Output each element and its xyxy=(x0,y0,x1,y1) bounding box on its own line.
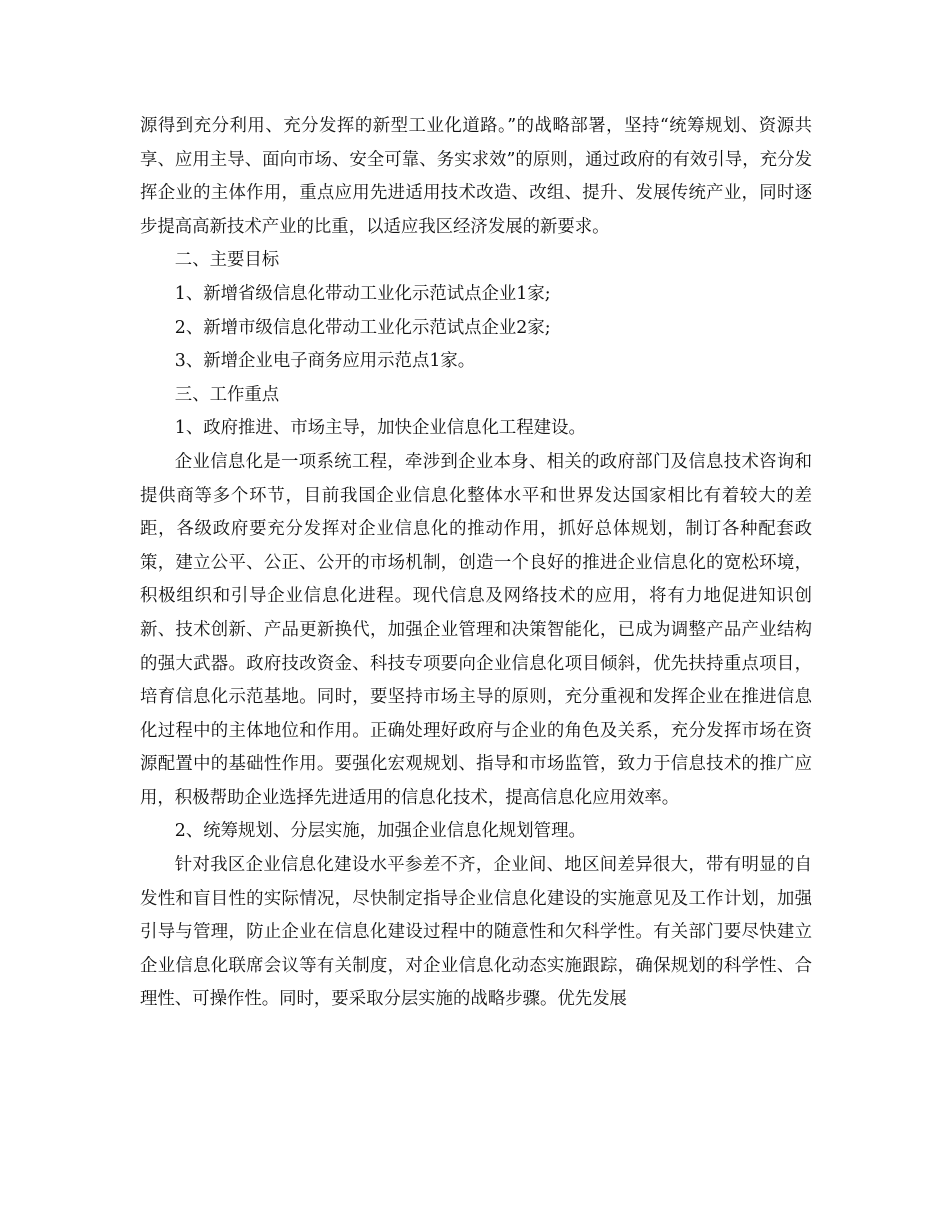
goal-item-2: 2、新增市级信息化带动工业化示范试点企业2家; xyxy=(174,317,551,338)
goal-item-1: 1、新增省级信息化带动工业化示范试点企业1家; xyxy=(174,283,551,304)
section-heading-work-focus: 三、工作重点 xyxy=(174,384,280,405)
paragraph-continued-intro: 源得到充分利用、充分发挥的新型工业化道路。”的战略部署，坚持“统筹规划、资源共享、应用主导、面向市场、安全可靠、务实求效”的原则，通过政府的有效引导，充分发挥企业的主体作用，重点应用先进适用技术改造、改组、提升、发展传统产业，同时逐步提高高新技术产业的比重，以适应我区经济发展的新要求。 xyxy=(140,116,812,237)
subheading-focus-2: 2、统筹规划、分层实施，加强企业信息化规划管理。 xyxy=(174,821,586,842)
section-heading-main-goals: 二、主要目标 xyxy=(174,250,280,271)
goal-item-3: 3、新增企业电子商务应用示范点1家。 xyxy=(174,351,476,372)
paragraph-focus-2-body: 针对我区企业信息化建设水平参差不齐，企业间、地区间差异很大，带有明显的自发性和盲目性的实际情况，尽快制定指导企业信息化建设的实施意见及工作计划，加强引导与管理，防止企业在信息化建设过程中的随意性和欠科学性。有关部门要尽快建立企业信息化联席会议等有关制度，对企业信息化动态实施跟踪，确保规划的科学性、合理性、可操作性。同时，要采取分层实施的战略步骤。优先发展 xyxy=(140,855,812,1010)
document-body xyxy=(140,110,812,1017)
paragraph-focus-1-body: 企业信息化是一项系统工程，牵涉到企业本身、相关的政府部门及信息技术咨询和提供商等多个环节，目前我国企业信息化整体水平和世界发达国家相比有着较大的差距，各级政府要充分发挥对企业信息化的推动作用，抓好总体规划，制订各种配套政策，建立公平、公正、公开的市场机制，创造一个良好的推进企业信息化的宽松环境，积极组织和引导企业信息化进程。现代信息及网络技术的应用，将有力地促进知识创新、技术创新、产品更新换代，加强企业管理和决策智能化，已成为调整产品产业结构的强大武器。政府技改资金、科技专项要向企业信息化项目倾斜，优先扶持重点项目，培育信息化示范基地。同时，要坚持市场主导的原则，充分重视和发挥企业在推进信息化过程中的主体地位和作用。正确处理好政府与企业的角色及关系，充分发挥市场在资源配置中的基础性作用。要强化宏观规划、指导和市场监管，致力于信息技术的推广应用，积极帮助企业选择先进适用的信息化技术，提高信息化应用效率。 xyxy=(140,451,812,808)
subheading-focus-1: 1、政府推进、市场主导，加快企业信息化工程建设。 xyxy=(174,418,586,439)
